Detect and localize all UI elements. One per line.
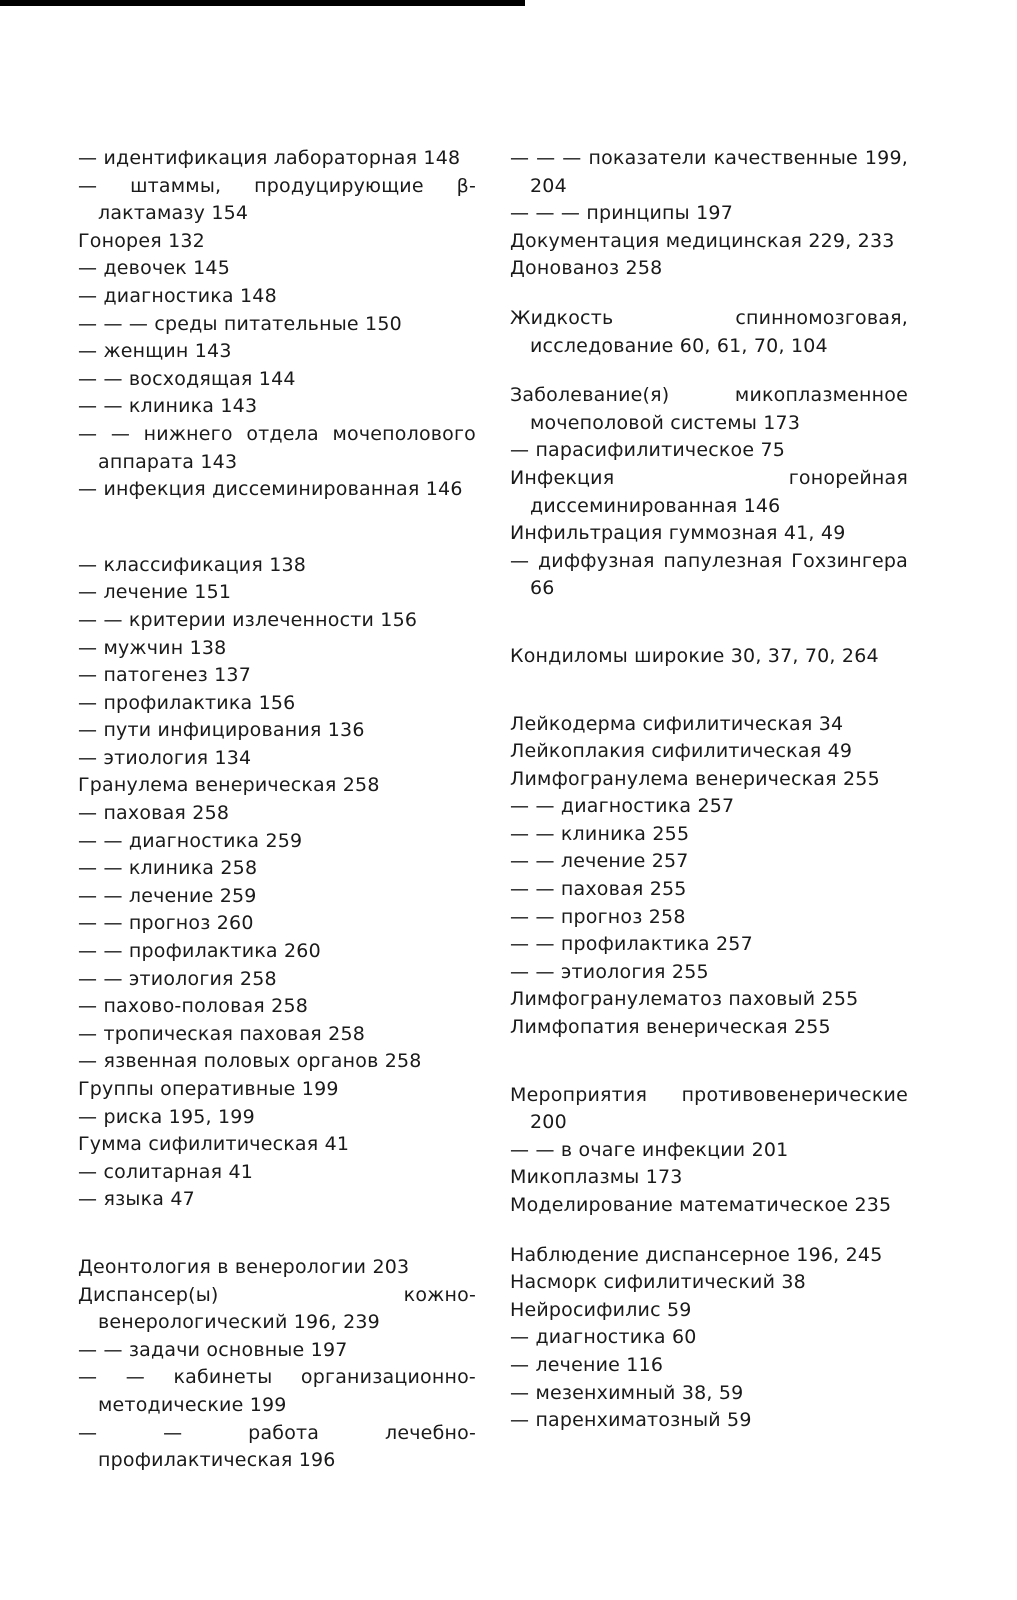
index-entry: Деонтология в венерологии 203 bbox=[78, 1255, 410, 1278]
index-entry: — — профилактика 257 bbox=[510, 933, 753, 956]
index-entry: — женщин 143 bbox=[78, 340, 232, 363]
index-entry: — этиология 134 bbox=[78, 746, 252, 769]
index-entry: — диффузная папулезная Гохзингера 66 bbox=[510, 549, 908, 600]
index-column-left bbox=[78, 145, 476, 1475]
index-entry: — — задачи основные 197 bbox=[78, 1338, 348, 1361]
index-entry: — девочек 145 bbox=[78, 257, 230, 280]
index-entry: — профилактика 156 bbox=[78, 691, 296, 714]
index-entry: — — клиника 258 bbox=[78, 857, 258, 880]
index-entry: Кондиломы широкие 30, 37, 70, 264 bbox=[510, 644, 879, 667]
section-gap bbox=[510, 1220, 908, 1242]
index-entry: — — в очаге инфекции 201 bbox=[510, 1138, 789, 1161]
section-gap bbox=[510, 603, 908, 643]
index-entry: — — работа лечебно-профилактическая 196 bbox=[78, 1421, 476, 1472]
index-entry: — пахово-половая 258 bbox=[78, 995, 309, 1018]
index-entry: — — клиника 255 bbox=[510, 822, 690, 845]
index-entry: Лимфогранулема венерическая 255 bbox=[510, 767, 880, 790]
section-gap bbox=[510, 360, 908, 382]
index-entry: — идентификация лабораторная 148 bbox=[78, 147, 461, 169]
section-gap bbox=[510, 283, 908, 305]
index-entry: — — прогноз 258 bbox=[510, 905, 686, 928]
section-gap bbox=[78, 1214, 476, 1254]
index-entry: — — восходящая 144 bbox=[78, 367, 296, 390]
index-entry: — — клиника 143 bbox=[78, 395, 258, 418]
section-gap bbox=[78, 504, 476, 552]
index-entry: Лейкоплакия сифилитическая 49 bbox=[510, 740, 853, 763]
index-entry: — тропическая паховая 258 bbox=[78, 1022, 366, 1045]
index-entry: Группы оперативные 199 bbox=[78, 1078, 339, 1100]
index-entry: — — нижнего отдела мочеполового аппарата 143 bbox=[78, 422, 476, 473]
index-entry: Документация медицинская 229, 233 bbox=[510, 229, 895, 252]
index-entry: — — — принципы 197 bbox=[510, 202, 733, 225]
index-entry: — риска 195, 199 bbox=[78, 1105, 255, 1128]
index-entry: — — лечение 259 bbox=[78, 884, 257, 907]
index-entry: — — — среды питательные 150 bbox=[78, 312, 402, 335]
index-entry: Гонорея 132 bbox=[78, 229, 205, 252]
index-entry: Заболевание(я) микоплазменное мочеполовой системы 173 bbox=[510, 384, 908, 434]
index-entry: — мезенхимный 38, 59 bbox=[510, 1381, 744, 1404]
index-entry: Донованоз 258 bbox=[510, 257, 663, 280]
index-column-right bbox=[510, 145, 908, 1435]
index-entry: Инфильтрация гуммозная 41, 49 bbox=[510, 522, 846, 545]
index-entry: — диагностика 60 bbox=[510, 1326, 697, 1349]
index-entry: — язвенная половых органов 258 bbox=[78, 1050, 422, 1073]
index-entry: — штаммы, продуцирующие β-лактамазу 154 bbox=[78, 174, 476, 225]
section-gap bbox=[510, 1042, 908, 1082]
index-entry: — языка 47 bbox=[78, 1188, 195, 1211]
index-entry: — — этиология 258 bbox=[78, 967, 277, 990]
index-entry: Инфекция гонорейная диссеминированная 146 bbox=[510, 466, 908, 517]
index-entry: Жидкость спинномозговая, исследование 60, 61, 70, 104 bbox=[510, 306, 908, 357]
index-entry: Лимфогранулематоз паховый 255 bbox=[510, 988, 859, 1011]
index-entry: Микоплазмы 173 bbox=[510, 1166, 683, 1189]
index-entry: Диспансер(ы) кожно-венерологический 196, 239 bbox=[78, 1283, 476, 1334]
index-entry: Наблюдение диспансерное 196, 245 bbox=[510, 1243, 883, 1266]
index-entry: — лечение 116 bbox=[510, 1353, 664, 1376]
index-entry: — лечение 151 bbox=[78, 581, 232, 604]
index-entry: — инфекция диссеминированная 146 bbox=[78, 478, 463, 501]
index-entry: — — диагностика 259 bbox=[78, 829, 303, 852]
index-entry: — патогенез 137 bbox=[78, 664, 251, 687]
top-rule bbox=[0, 0, 525, 6]
index-entry: — — прогноз 260 bbox=[78, 912, 254, 935]
index-entry: Гумма сифилитическая 41 bbox=[78, 1133, 350, 1156]
index-entry: — мужчин 138 bbox=[78, 636, 227, 659]
index-entry: — — профилактика 260 bbox=[78, 940, 321, 963]
index-entry: Лейкодерма сифилитическая 34 bbox=[510, 712, 844, 735]
index-entry: — — лечение 257 bbox=[510, 850, 689, 873]
index-entry: Моделирование математическое 235 bbox=[510, 1194, 892, 1216]
index-entry: Нейросифилис 59 bbox=[510, 1298, 692, 1321]
index-entry: Мероприятия противовенерические 200 bbox=[510, 1083, 908, 1134]
index-entry: — пути инфицирования 136 bbox=[78, 719, 365, 742]
index-entry: — — кабинеты организационно-методические 199 bbox=[78, 1366, 476, 1416]
index-entry: — — критерии излеченности 156 bbox=[78, 608, 418, 631]
section-gap bbox=[510, 671, 908, 711]
index-entry: — — этиология 255 bbox=[510, 960, 709, 983]
index-entry: — классификация 138 bbox=[78, 553, 307, 576]
index-entry: Гранулема венерическая 258 bbox=[78, 774, 380, 797]
index-entry: — — паховая 255 bbox=[510, 878, 687, 901]
index-entry: Насморк сифилитический 38 bbox=[510, 1271, 806, 1294]
index-entry: — солитарная 41 bbox=[78, 1160, 254, 1183]
index-entry: Лимфопатия венерическая 255 bbox=[510, 1016, 831, 1039]
index-entry: — парасифилитическое 75 bbox=[510, 439, 786, 462]
index-entry: — паренхиматозный 59 bbox=[510, 1409, 752, 1432]
index-entry: — — — показатели качественные 199, 204 bbox=[510, 147, 908, 197]
index-entry: — паховая 258 bbox=[78, 802, 230, 825]
index-entry: — — диагностика 257 bbox=[510, 795, 735, 818]
index-entry: — диагностика 148 bbox=[78, 284, 277, 307]
